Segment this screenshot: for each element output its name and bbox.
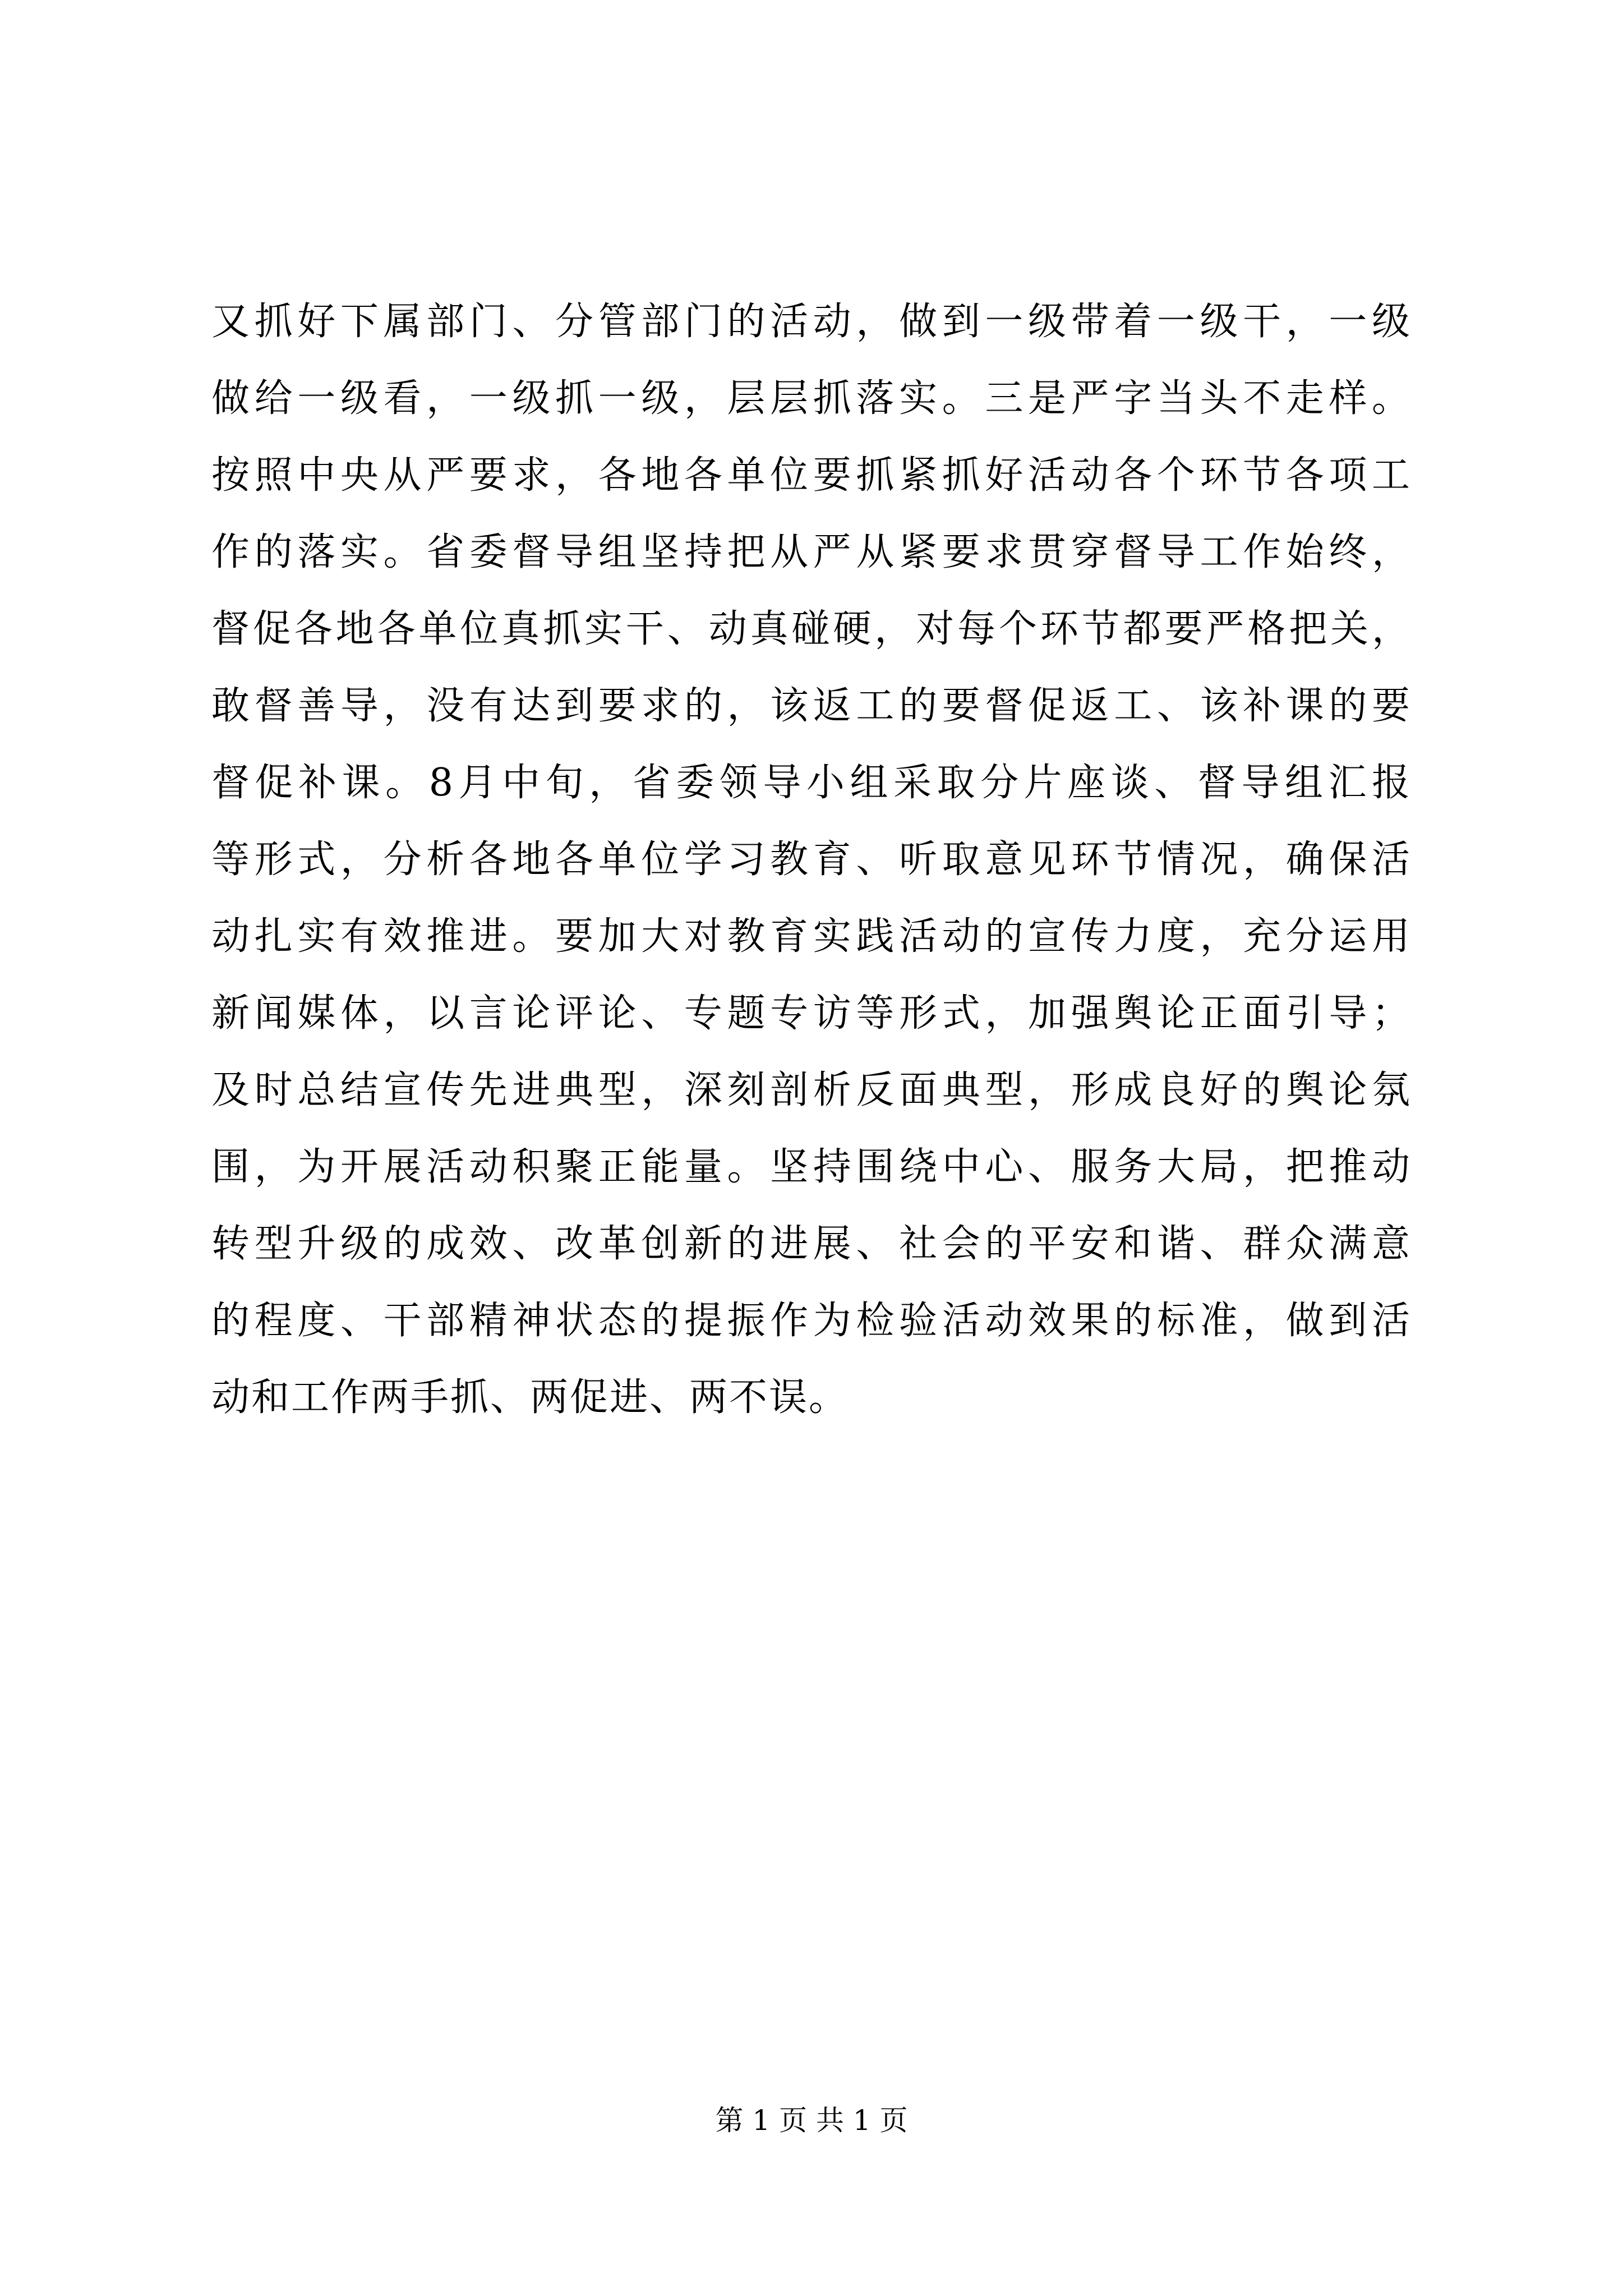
text-line: 做给一级看，一级抓一级，层层抓落实。三是严字当头不走样。 [211,376,1412,421]
text-line: 等形式，分析各地各单位学习教育、听取意见环节情况，确保活 [211,838,1412,882]
text-line: 的程度、干部精神状态的提振作为检验活动效果的标准，做到活 [211,1299,1412,1343]
text-line: 动和工作两手抓、两促进、两不误。 [211,1375,849,1420]
text-line: 敢督善导，没有达到要求的，该返工的要督促返工、该补课的要 [211,684,1412,728]
text-line: 及时总结宣传先进典型，深刻剖析反面典型，形成良好的舆论氛 [211,1068,1412,1112]
text-line: 作的落实。省委督导组坚持把从严从紧要求贯穿督导工作始终， [211,530,1412,574]
page-number-footer: 第 1 页 共 1 页 [715,2104,908,2137]
text-line: 督促各地各单位真抓实干、动真碰硬，对每个环节都要严格把关， [211,607,1412,651]
text-line: 围，为开展活动积聚正能量。坚持围绕中心、服务大局，把推动 [211,1145,1412,1189]
text-line: 动扎实有效推进。要加大对教育实践活动的宣传力度，充分运用 [211,914,1412,959]
text-line: 按照中央从严要求，各地各单位要抓紧抓好活动各个环节各项工 [211,453,1412,498]
text-line: 督促补课。8月中旬，省委领导小组采取分片座谈、督导组汇报 [211,761,1412,805]
text-line: 转型升级的成效、改革创新的进展、社会的平安和谐、群众满意 [211,1222,1412,1266]
text-line: 又抓好下属部门、分管部门的活动，做到一级带着一级干，一级 [211,300,1412,344]
body-paragraph [211,283,1412,1436]
text-line: 新闻媒体，以言论评论、专题专访等形式，加强舆论正面引导； [211,991,1412,1036]
